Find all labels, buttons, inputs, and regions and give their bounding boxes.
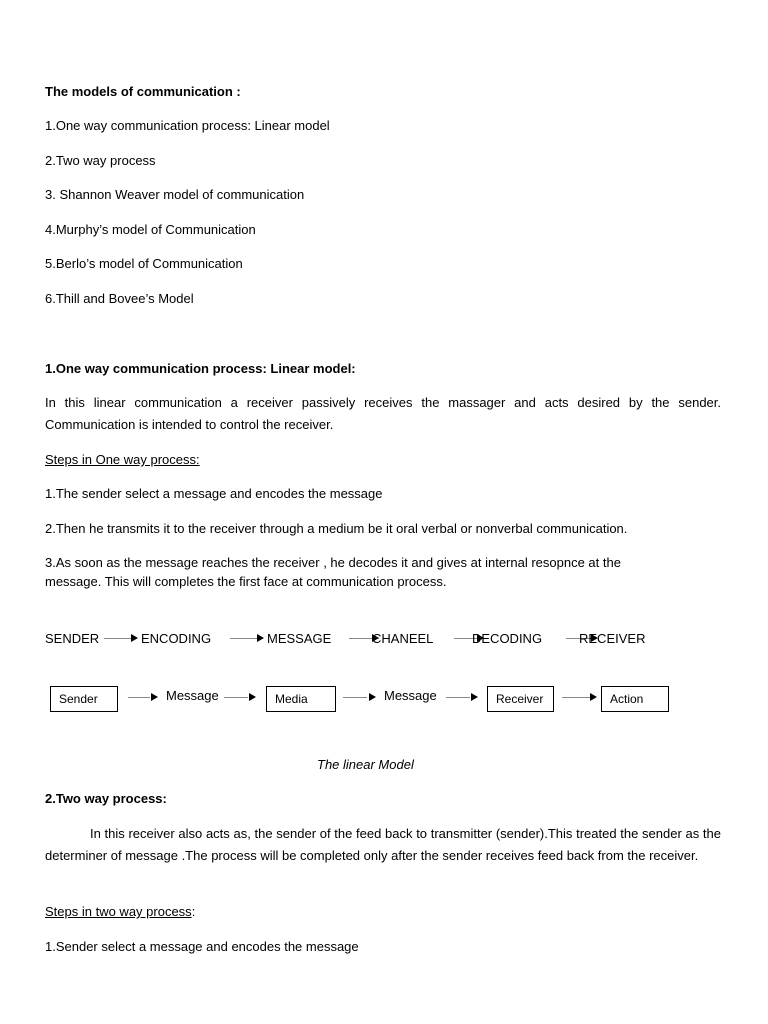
model-list-item: 2.Two way process <box>45 153 156 168</box>
diagram-arrow-head <box>151 693 158 701</box>
diagram-arrow <box>224 697 248 698</box>
model-list-item: 4.Murphy’s model of Communication <box>45 222 256 237</box>
diagram-arrow <box>343 697 367 698</box>
flow-decoding: DECODING <box>472 631 543 646</box>
model-list-item: 3. Shannon Weaver model of communication <box>45 187 305 202</box>
diagram-arrow <box>446 697 470 698</box>
step-item: 3.As soon as the message reaches the receiver , he decodes it and gives at internal resopnce at the <box>45 555 621 570</box>
model-list-item: 6.Thill and Bovee’s Model <box>45 291 194 306</box>
flow-channel: CHANEEL <box>372 631 434 646</box>
page-heading: The models of communication : <box>45 84 241 99</box>
diagram-arrow-head <box>590 693 597 701</box>
flow-arrow-head <box>131 634 138 642</box>
diagram-arrow <box>562 697 590 698</box>
box-sender: Sender <box>50 686 118 712</box>
section2-title: 2.Two way process: <box>45 791 167 806</box>
diagram-arrow-head <box>369 693 376 701</box>
flow-sender: SENDER <box>45 631 100 646</box>
step-item: 1.The sender select a message and encodes the message <box>45 486 383 501</box>
flow-arrow <box>230 638 260 639</box>
section2-steps-colon: : <box>191 904 196 919</box>
flow-arrow <box>104 638 134 639</box>
diagram-caption: The linear Model <box>317 757 414 772</box>
section2-intro: In this receiver also acts as, the sender of the feed back to transmitter (sender).This treated the sender as the determiner of message .The process will be completed only after the sender receives feed back from the receiver. <box>45 826 721 863</box>
section1-steps-heading: Steps in One way process: <box>45 452 200 467</box>
box-media: Media <box>266 686 336 712</box>
label-message: Message <box>166 688 219 703</box>
flow-arrow-head <box>257 634 264 642</box>
section1-title: 1.One way communication process: Linear model: <box>45 361 356 376</box>
section1-intro: In this linear communication a receiver passively receives the massager and acts desired by the sender. Communication is intended to control the receiver. <box>45 395 721 432</box>
diagram-arrow <box>128 697 150 698</box>
flow-receiver: RECEIVER <box>579 631 646 646</box>
diagram-arrow-head <box>249 693 256 701</box>
diagram-arrow-head <box>471 693 478 701</box>
model-list-item: 5.Berlo’s model of Communication <box>45 256 243 271</box>
section2-steps-heading: Steps in two way process <box>45 904 192 919</box>
section2-steps-heading-row <box>45 904 195 919</box>
box-action: Action <box>601 686 669 712</box>
box-receiver: Receiver <box>487 686 554 712</box>
step-item: message. This will completes the first face at communication process. <box>45 574 447 589</box>
label-message: Message <box>384 688 437 703</box>
flow-encoding: ENCODING <box>141 631 212 646</box>
flow-message: MESSAGE <box>267 631 332 646</box>
step-item: 1.Sender select a message and encodes the message <box>45 939 359 954</box>
model-list-item: 1.One way communication process: Linear model <box>45 118 330 133</box>
step-item: 2.Then he transmits it to the receiver through a medium be it oral verbal or nonverbal communication. <box>45 521 628 536</box>
